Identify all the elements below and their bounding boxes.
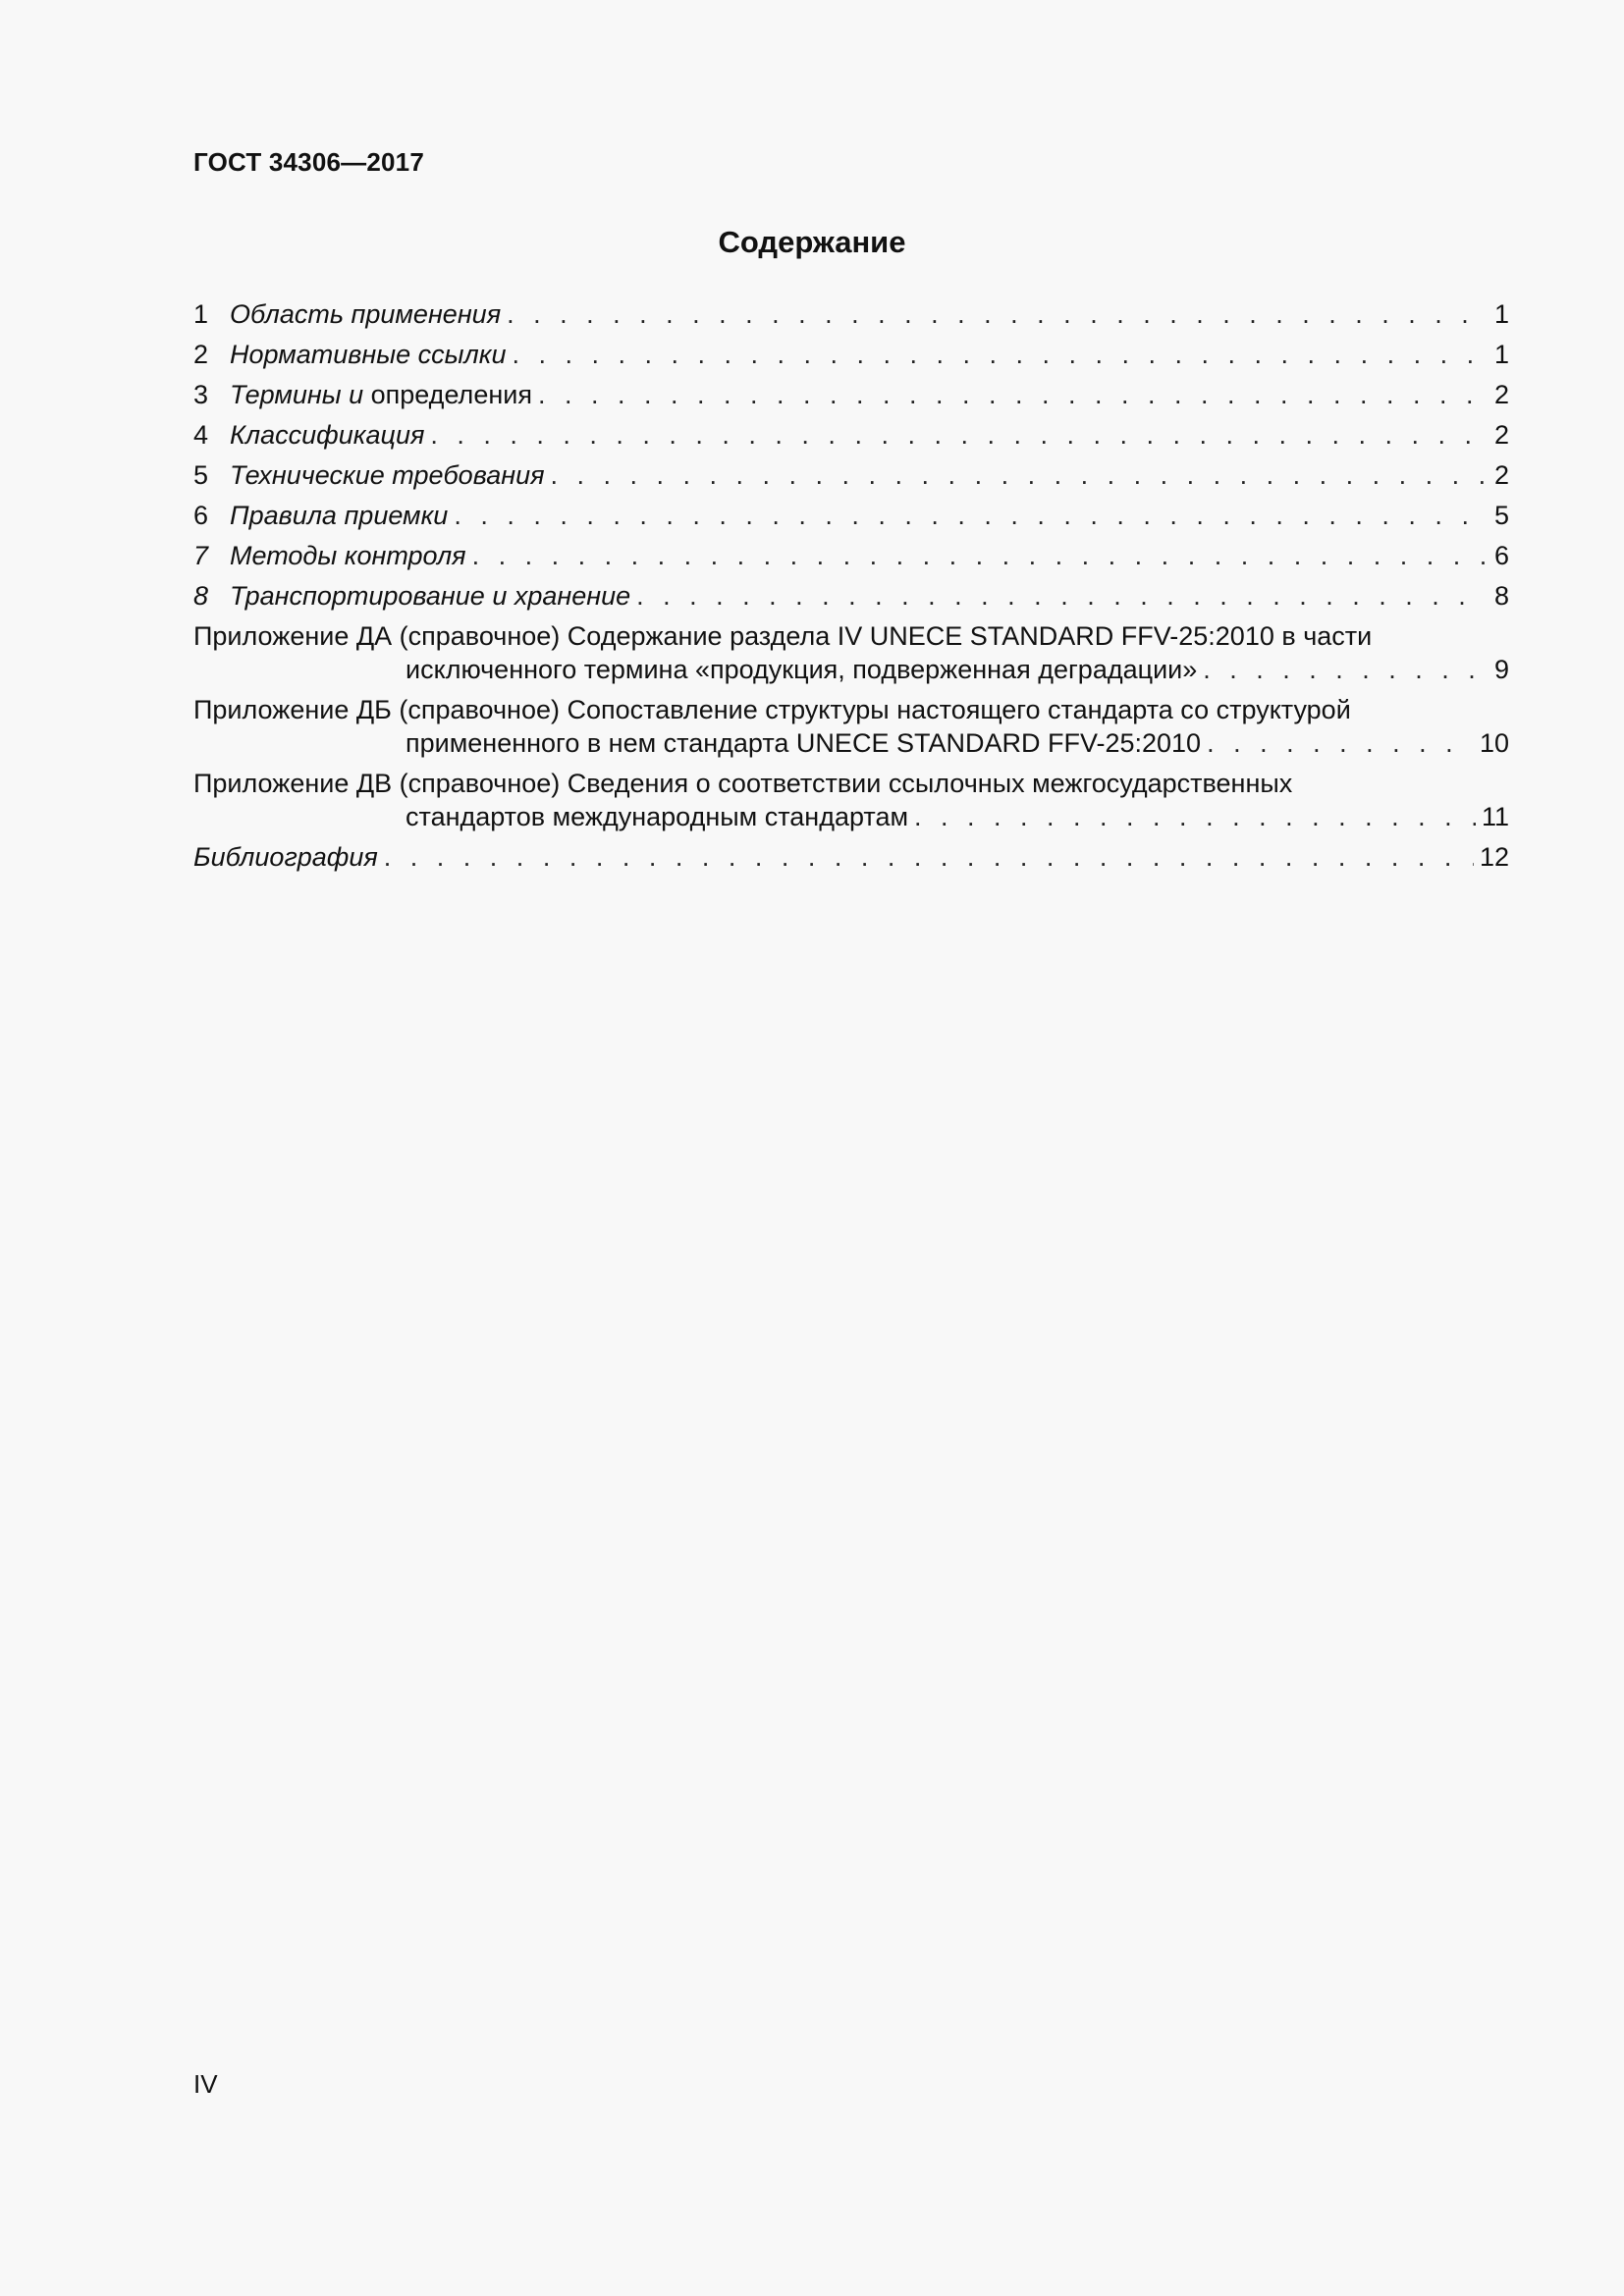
toc-entry-label-plain: определения [363, 380, 532, 409]
toc-entry-number: 2 [193, 340, 209, 369]
appendix-title-line: Приложение ДВ (справочное) Сведения о соответствии ссылочных межгосударственных [193, 769, 1293, 798]
dot-leader [430, 418, 1486, 452]
toc-entry-page: 8 [1493, 581, 1509, 611]
appendix-title-line: Приложение ДБ (справочное) Сопоставление структуры настоящего стандарта со структурой [193, 695, 1351, 724]
appendix-title-line: Приложение ДА (справочное) Содержание раздела IV UNECE STANDARD FFV-25:2010 в части [193, 621, 1373, 651]
toc-entry-number: 5 [193, 460, 209, 490]
toc-title: Содержание [718, 225, 906, 259]
dot-leader [636, 579, 1486, 613]
toc-appendix-db[interactable] [193, 693, 1509, 760]
toc-entry-4[interactable] [193, 418, 1509, 452]
toc-entry-number: 4 [193, 420, 209, 450]
appendix-title-continuation: стандартов международным стандартам [406, 802, 909, 831]
toc-entry-number: 7 [193, 541, 209, 570]
toc-entry-page: 12 [1479, 842, 1509, 872]
page-number: IV [193, 2069, 218, 2099]
toc-entry-number: 8 [193, 581, 209, 611]
dot-leader [454, 499, 1486, 532]
toc-entry-8[interactable] [193, 579, 1509, 613]
toc-entry-label: Классификация [230, 420, 425, 450]
toc-entry-page: 11 [1481, 802, 1509, 831]
toc-entry-page: 2 [1493, 380, 1509, 409]
toc-entry-label: Область применения [230, 299, 502, 329]
toc-entry-label-italic: Термины и [230, 380, 364, 409]
toc-entry-label: Методы контроля [230, 541, 466, 570]
toc-entry-page: 1 [1493, 299, 1509, 329]
toc-entry-6[interactable] [193, 499, 1509, 532]
toc-entry-label: Правила приемки [230, 501, 449, 530]
dot-leader [914, 800, 1476, 833]
toc-bibliography[interactable] [193, 840, 1509, 874]
toc-entry-page: 2 [1493, 460, 1509, 490]
toc-entry-label: Нормативные ссылки [230, 340, 507, 369]
toc-entry-label: Транспортирование и хранение [230, 581, 631, 611]
toc-entry-page: 1 [1493, 340, 1509, 369]
toc-entry-label: Библиография [193, 842, 378, 872]
toc-entry-page: 2 [1493, 420, 1509, 450]
toc-appendix-da[interactable] [193, 619, 1509, 686]
dot-leader [472, 539, 1486, 572]
toc-entry-2[interactable] [193, 338, 1509, 371]
toc-entry-page: 9 [1493, 655, 1509, 684]
dot-leader [551, 458, 1486, 492]
dot-leader [1207, 726, 1474, 760]
appendix-title-continuation: исключенного термина «продукция, подверженная деградации» [406, 655, 1198, 684]
table-of-contents [193, 297, 1509, 881]
toc-entry-5[interactable] [193, 458, 1509, 492]
document-id: ГОСТ 34306—2017 [193, 147, 424, 177]
toc-entry-1[interactable] [193, 297, 1509, 331]
toc-entry-label [230, 378, 532, 411]
appendix-title-continuation: примененного в нем стандарта UNECE STANDARD FFV-25:2010 [406, 728, 1202, 758]
toc-entry-page: 5 [1493, 501, 1509, 530]
toc-entry-7[interactable] [193, 539, 1509, 572]
dot-leader [384, 840, 1474, 874]
toc-entry-number: 6 [193, 501, 209, 530]
dot-leader [538, 378, 1486, 411]
toc-appendix-dv[interactable] [193, 767, 1509, 833]
toc-entry-page: 6 [1493, 541, 1509, 570]
dot-leader [512, 338, 1486, 371]
toc-entry-number: 1 [193, 299, 209, 329]
toc-entry-page: 10 [1479, 728, 1509, 758]
dot-leader [1203, 653, 1486, 686]
dot-leader [507, 297, 1486, 331]
toc-entry-label: Технические требования [230, 460, 545, 490]
toc-entry-3[interactable] [193, 378, 1509, 411]
toc-entry-number: 3 [193, 380, 209, 409]
